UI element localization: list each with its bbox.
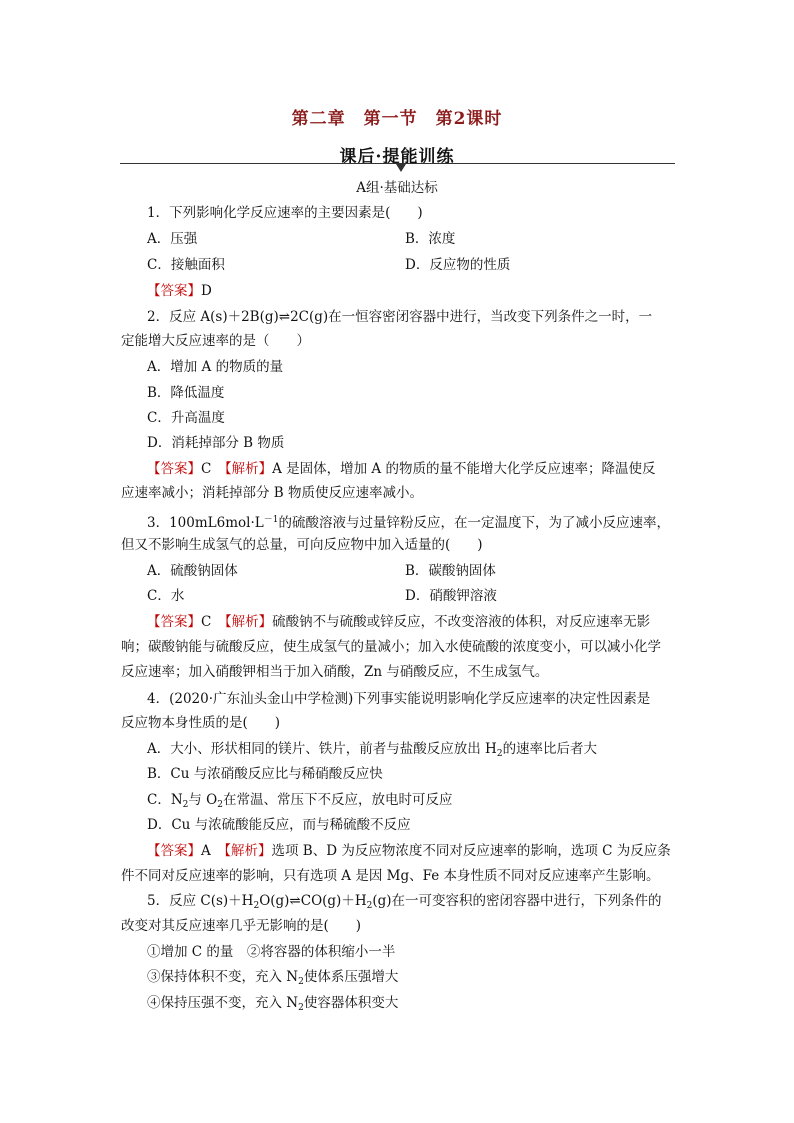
q3-option-a: A．硫酸钠固体 — [147, 563, 238, 579]
q5-option-4-part1: ④保持压强不变，充入 N — [147, 995, 299, 1011]
q5-option-4-subscript: 2 — [298, 1003, 304, 1013]
q4-option-b: B．Cu 与浓硝酸反应比与稀硝酸反应快 — [147, 766, 383, 782]
q5-option-3 — [147, 967, 398, 992]
q5-stem-part3: (g)在一可变容积的密闭容器中进行，下列条件的 — [372, 893, 662, 909]
answer-tag: 【答案】 — [147, 843, 201, 859]
q3-analysis-line3: 反应速率；加入硝酸钾相当于加入硝酸，Zn 与硝酸反应，不生成氢气。 — [121, 664, 549, 680]
q4-option-c-subscript2: 2 — [217, 800, 223, 810]
q4-option-a-part2: 的速率比后者大 — [502, 741, 598, 757]
q5-option-3-part1: ③保持体积不变，充入 N — [147, 969, 299, 985]
q5-stem-part2: O(g)⇌CO(g)＋H — [259, 893, 367, 909]
answer-tag: 【答案】 — [147, 283, 201, 299]
section-label: A组·基础达标 — [356, 180, 438, 196]
analysis-tag: 【解析】 — [224, 461, 273, 477]
q1-option-a: A．压强 — [147, 231, 198, 247]
q2-answer-row — [147, 459, 655, 479]
answer-tag: 【答案】 — [147, 614, 201, 630]
q4-option-c-subscript1: 2 — [182, 800, 189, 810]
q3-stem-part2: 的硫酸溶液与过量锌粉反应，在一定温度下，为了减小反应速率， — [278, 515, 670, 531]
q2-answer: C — [201, 461, 212, 477]
q2-option-b: B．降低温度 — [147, 385, 225, 401]
answer-tag: 【答案】 — [147, 461, 201, 477]
q4-option-c-part3: 在常温、常压下不反应，放电时可反应 — [222, 792, 453, 808]
q5-option-4-part2: 使容器体积变大 — [303, 995, 399, 1011]
q2-stem-line1: 2．反应 A(s)＋2B(g)⇌2C(g)在一恒容密闭容器中进行，当改变下列条件之一时，一 — [147, 309, 653, 325]
analysis-tag: 【解析】 — [224, 843, 272, 859]
q4-answer: A — [201, 843, 211, 859]
q5-stem-subscript2: 2 — [366, 901, 373, 911]
q5-option-3-part2: 使体系压强增大 — [303, 969, 399, 985]
q4-option-c-part2: 与 O — [188, 792, 218, 808]
q5-option-4 — [147, 993, 398, 1018]
q4-option-d: D．Cu 与浓硫酸能反应，而与稀硫酸不反应 — [147, 817, 411, 833]
q1-option-c: C．接触面积 — [147, 257, 225, 273]
q1-answer: D — [201, 283, 212, 299]
divider-arrow-icon — [396, 164, 406, 172]
q2-stem-line2: 定能增大反应速率的是（ ） — [121, 333, 310, 349]
q4-option-c-part1: C．N — [147, 792, 183, 808]
q4-option-a-part1: A．大小、形状相同的镁片、铁片，前者与盐酸反应放出 H — [147, 741, 497, 757]
q3-answer-row — [147, 612, 650, 632]
q2-option-c: C．升高温度 — [147, 410, 225, 426]
q3-option-d: D．硝酸钾溶液 — [405, 588, 497, 604]
page-subtitle: 课后·提能训练 — [339, 147, 455, 167]
q2-option-a: A．增加 A 的物质的量 — [147, 359, 284, 375]
q1-stem: 1．下列影响化学反应速率的主要因素是( ) — [147, 205, 423, 221]
q5-option-3-subscript: 2 — [298, 977, 304, 987]
q3-stem-superscript: －1 — [263, 515, 279, 525]
q3-option-c: C．水 — [147, 588, 185, 604]
q5-option-1-2: ①增加 C 的量 ②将容器的体积缩小一半 — [147, 944, 396, 960]
q4-answer-row — [147, 841, 671, 861]
q4-stem-line2: 反应物本身性质的是( ) — [121, 715, 281, 731]
q4-analysis-line1: 选项 B、D 为反应物浓度不同对反应速率的影响，选项 C 为反应条 — [271, 843, 671, 859]
q2-analysis-line2: 应速率减小；消耗掉部分 B 物质使反应速率减小。 — [121, 485, 424, 501]
q5-stem-line1 — [147, 891, 662, 916]
q3-analysis-line1: 硫酸钠不与硫酸或锌反应，不改变溶液的体积，对反应速率无影 — [272, 614, 651, 630]
q3-analysis-line2: 响；碳酸钠能与硫酸反应，使生成氢气的量减小；加入水使硫酸的浓度变小，可以减小化学 — [121, 639, 661, 655]
q3-stem-part1: 3．100mL6mol·L — [147, 515, 264, 531]
q3-answer: C — [201, 614, 212, 630]
q2-option-d: D．消耗掉部分 B 物质 — [147, 435, 285, 451]
q4-option-c — [147, 790, 452, 815]
q3-option-b: B．碳酸钠固体 — [405, 563, 496, 579]
q3-stem-line1 — [147, 510, 670, 533]
q1-option-b: B．浓度 — [405, 231, 456, 247]
q4-option-a — [147, 739, 597, 764]
q1-answer-row — [147, 281, 212, 301]
q5-stem-part1: 5．反应 C(s)＋H — [147, 893, 254, 909]
q5-stem-subscript1: 2 — [253, 901, 260, 911]
q4-analysis-line2: 件不同对反应速率的影响，只有选项 A 是因 Mg、Fe 本身性质不同对反应速率产生影响。 — [121, 868, 660, 884]
q1-option-d: D．反应物的性质 — [405, 257, 511, 273]
q4-option-a-subscript: 2 — [496, 749, 503, 759]
q5-stem-line2: 改变对其反应速率几乎无影响的是( ) — [121, 918, 362, 934]
q2-analysis-line1: A 是固体，增加 A 的物质的量不能增大化学反应速率；降温使反 — [272, 461, 656, 477]
analysis-tag: 【解析】 — [224, 614, 273, 630]
page-title: 第二章 第一节 第2课时 — [291, 109, 503, 129]
q3-stem-line2: 但又不影响生成氢气的总量，可向反应物中加入适量的( ) — [121, 537, 483, 553]
q4-stem-line1: 4．(2020·广东汕头金山中学检测)下列事实能说明影响化学反应速率的决定性因素是 — [147, 691, 651, 707]
